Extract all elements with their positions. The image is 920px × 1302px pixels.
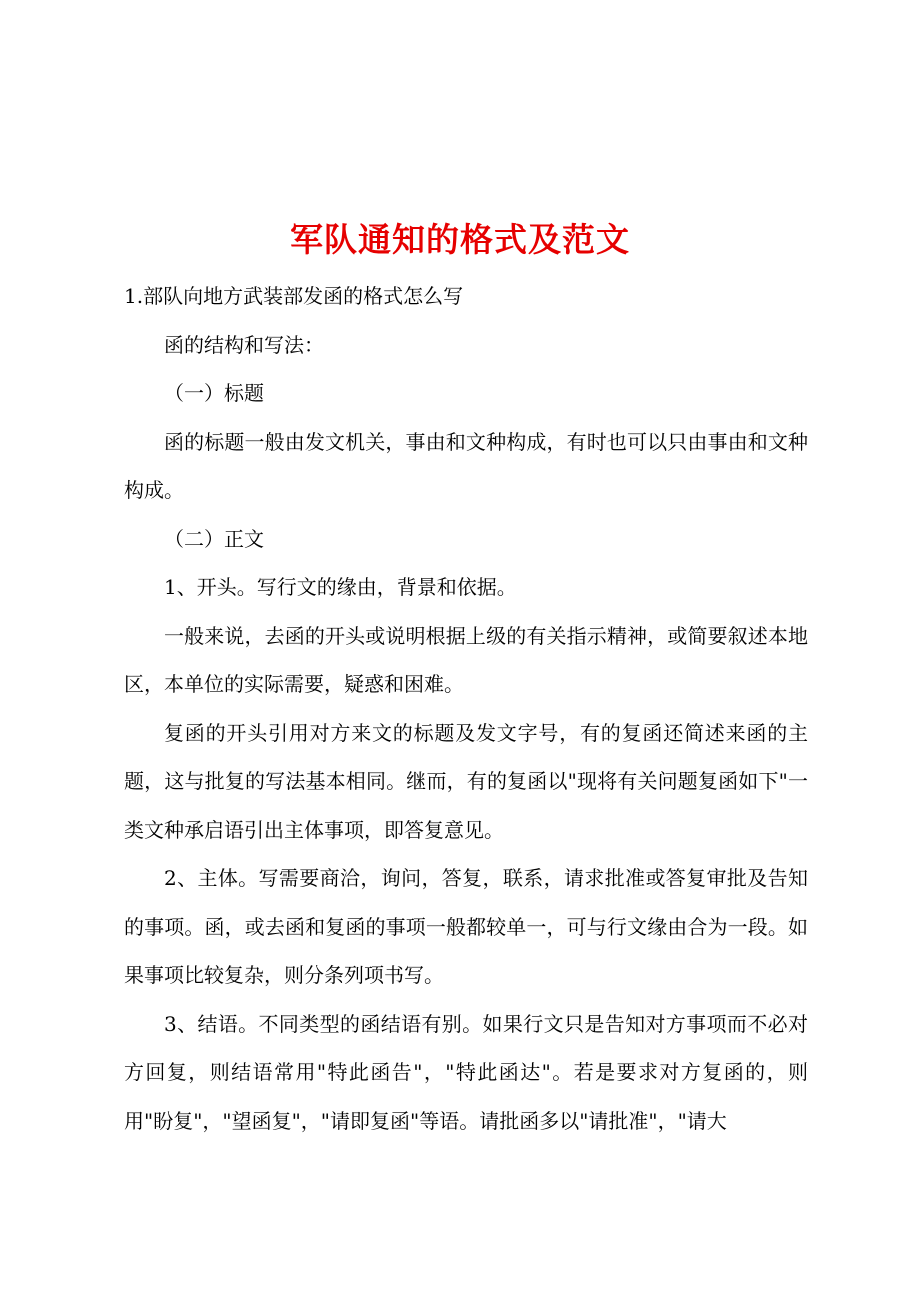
paragraph: 函的结构和写法： — [164, 332, 324, 357]
paragraph: 2、主体。写需要商洽，询问，答复，联系，请求批准或答复审批及告知的事项。函，或去函和复函的事项一般都较单一，可与行文缘由合为一段。如果事项比较复杂，则分条列项书写。 — [124, 866, 808, 987]
paragraph: 3、结语。不同类型的函结语有别。如果行文只是告知对方事项而不必对方回复，则结语常用"特此函告"，"特此函达"。若是要求对方复函的，则用"盼复"，"望函复"，"请即复函"等语。请批函多以"请批准"，"请大 — [124, 1011, 808, 1133]
document-title: 军队通知的格式及范文 — [290, 220, 630, 260]
document-body — [124, 272, 808, 1145]
paragraph: 1、开头。写行文的缘由，背景和依据。 — [164, 575, 517, 599]
section-heading: 1.部队向地方武装部发函的格式怎么写 — [124, 284, 464, 308]
paragraph: 复函的开头引用对方来文的标题及发文字号，有的复函还简述来函的主题，这与批复的写法基本相同。继而，有的复函以"现将有关问题复函如下"一类文种承启语引出主体事项，即答复意见。 — [124, 720, 808, 842]
paragraph: 函的标题一般由发文机关，事由和文种构成，有时也可以只由事由和文种构成。 — [124, 429, 808, 502]
subheading-title: （一）标题 — [164, 381, 264, 405]
subheading-body: （二）正文 — [164, 526, 264, 551]
paragraph: 一般来说，去函的开头或说明根据上级的有关指示精神，或简要叙述本地区，本单位的实际需要，疑惑和困难。 — [124, 623, 808, 696]
